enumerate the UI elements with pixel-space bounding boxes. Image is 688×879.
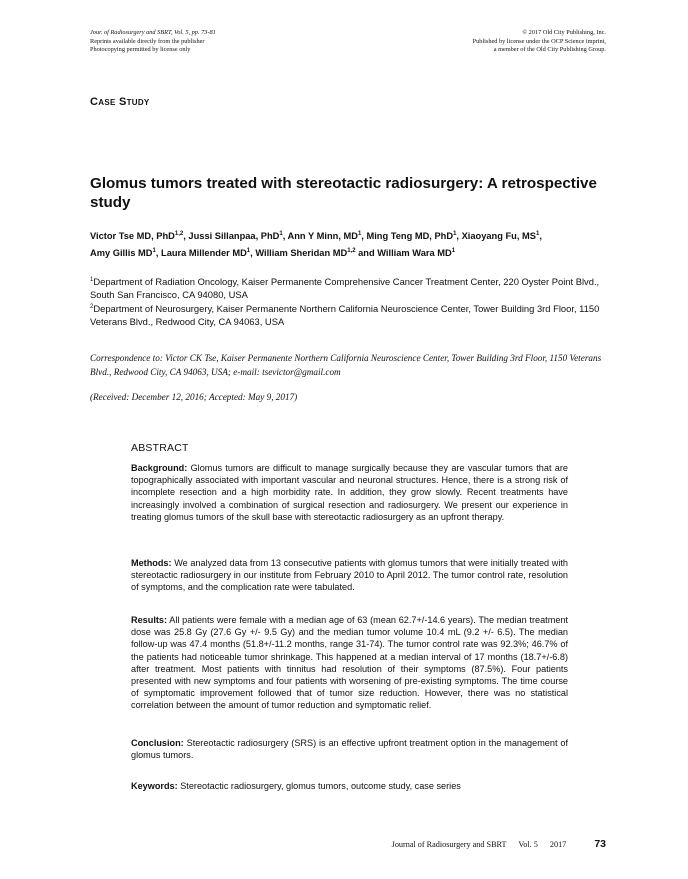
reprint-notice: Reprints available directly from the publisher <box>90 37 205 45</box>
author: Ann Y Minn, $MD^1$, <box>287 231 367 242</box>
correspondence: Correspondence to: Victor CK Tse, Kaiser Permanente Northern California Neuroscience Center, Tower Building 3rd Floor, 1150 Veterans Blvd., Redwood City, CA 94063, USA; e-mail: tsevictor@gmail.com <box>90 353 602 377</box>
methods-text: We analyzed data from 13 consecutive patients with glomus tumors that were initially treated with stereotactic radiosurgery in our institute from February 2010 to April 2012. The tumor control rate, resolution of symptoms, and the complication rate were tabulated. <box>131 558 568 593</box>
publisher-group-line: a member of the Old City Publishing Group. <box>493 46 606 54</box>
abstract-results <box>131 614 568 712</box>
page-number: 73 <box>594 838 606 850</box>
keywords-text: Stereotactic radiosurgery, glomus tumors, outcome study, case series <box>180 781 461 791</box>
results-text: All patients were female with a median age of 63 (mean 62.7+/-14.6 years). The median treatment dose was 25.8 Gy (27.6 Gy +/- 9.5 Gy) and the median tumor volume 10.4 mL (9.2 +/- 6.5). The median follow-up was 47.4 months (51.8+/-11.2 months, range 31-74). The tumor control rate was 92.3%; 46.7% of the patients had noticeable tumor shrinkage. This happened at a median interval of 17 months (18.7+/-6.8) after treatment. Most patients with tinnitus had resolution of their symptoms (87.5%). Four patients presented with new symptoms and four patients with worsening of pre-existing symptoms. The time course of symptomatic improvement followed that of tumor size reduction. However, there was no statistical correlation between the amount of tumor reduction and symptomatic relief. <box>131 615 568 711</box>
affiliation: $^1$Department of Radiation Oncology, Kaiser Permanente Comprehensive Cancer Treatment Center, 220 Oyster Point Blvd., South San Francisco, CA 94080, USA <box>90 276 600 301</box>
abstract-background <box>131 462 568 523</box>
copyright-line: © 2017 Old City Publishing, Inc. <box>522 29 606 36</box>
background-label: Background: <box>131 463 188 473</box>
author: Laura Millender $MD^1$, <box>161 248 256 259</box>
author: William Sheridan MD$^{1,2}$ and <box>255 248 378 259</box>
conclusion-label: Conclusion: <box>131 738 184 748</box>
author-list <box>90 227 610 261</box>
section-label: Case Study <box>90 96 150 108</box>
author: Victor Tse MD, PhD$^{1,2}$, <box>90 231 189 242</box>
results-label: Results: <box>131 615 168 625</box>
methods-label: Methods: <box>131 558 172 568</box>
running-header-right <box>346 29 606 55</box>
journal-citation: Jour. of Radiosurgery and SBRT, Vol. 5, pp. 73-81 <box>90 29 216 36</box>
abstract-conclusion <box>131 737 568 761</box>
author: Ming Teng MD, PhD$^1$, <box>366 231 462 242</box>
affiliations <box>90 274 610 328</box>
license-line: Published by license under the OCP Science imprint, <box>472 37 606 45</box>
author: Xiaoyang Fu, $MS^1$, <box>461 231 542 242</box>
author: William Wara $MD^1$ <box>377 248 456 259</box>
abstract-keywords <box>131 780 568 792</box>
footer-volume: Vol. 5 <box>518 840 538 849</box>
affiliation: $^2$Department of Neurosurgery, Kaiser Permanente Northern California Neuroscience Center, Tower Building 3rd Floor, 1150 Veterans Blvd., Redwood City, CA 94063, USA <box>90 303 600 328</box>
footer-journal: Journal of Radiosurgery and SBRT <box>391 840 507 849</box>
page-footer <box>392 838 606 850</box>
photocopy-notice: Photocopying permitted by license only <box>90 46 191 54</box>
footer-year: 2017 <box>549 840 567 849</box>
author: Jussi Sillanpaa, PhD$^1$, <box>188 231 288 242</box>
conclusion-text: Stereotactic radiosurgery (SRS) is an effective upfront treatment option in the management of glomus tumors. <box>131 738 568 761</box>
abstract-heading: ABSTRACT <box>131 442 189 454</box>
keywords-label: Keywords: <box>131 781 178 791</box>
received-dates: (Received: December 12, 2016; Accepted: May 9, 2017) <box>90 392 298 402</box>
running-header-left <box>90 29 350 55</box>
article-title: Glomus tumors treated with stereotactic radiosurgery: A retrospective study <box>90 175 597 211</box>
abstract-methods <box>131 557 568 594</box>
background-text: Glomus tumors are difficult to manage surgically because they are vascular tumors that are topographically associated with important vascular and neuronal structures. Hence, there is a strong risk of incomplete resection and a high morbidity rate. In addition, they grow slowly. Recent treatments have increasingly involved a combination of surgical resection and radiosurgery. We present our experience in treating glomus tumors of the skull base with stereotactic radiosurgery as an upfront therapy. <box>131 463 568 522</box>
author: Amy Gillis $MD^1$, <box>90 248 162 259</box>
